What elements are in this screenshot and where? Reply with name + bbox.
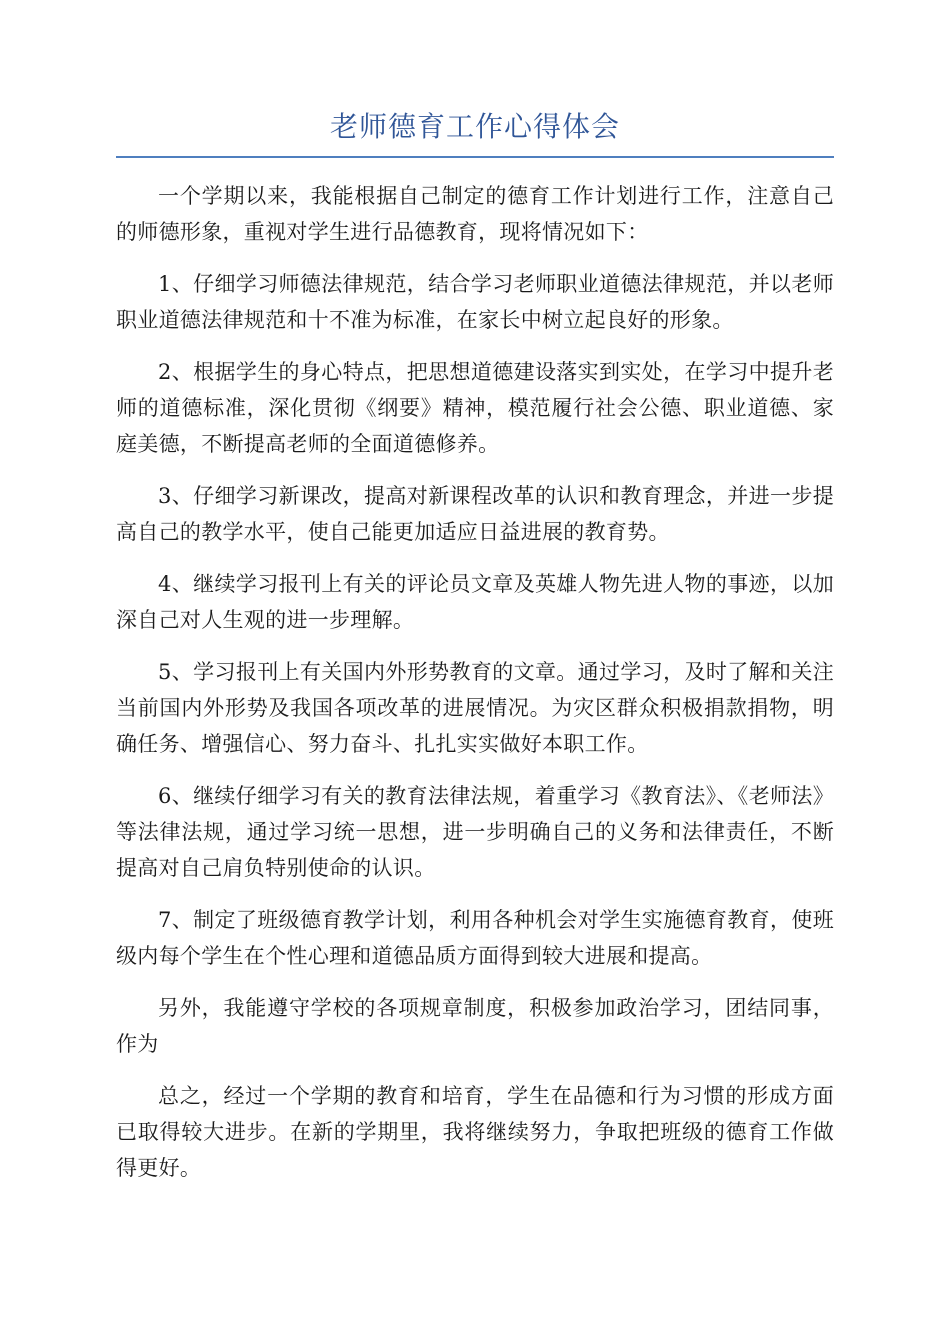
paragraph-item-3: 3、仔细学习新课改，提高对新课程改革的认识和教育理念，并进一步提高自己的教学水平，使自己能更加适应日益进展的教育势。 [116, 484, 834, 544]
title-block [116, 108, 834, 158]
document-body [116, 178, 834, 1202]
paragraph-item-6: 6、继续仔细学习有关的教育法律法规，着重学习《教育法》、《老师法》等法律法规，通过学习统一思想，进一步明确自己的义务和法律责任，不断提高对自己肩负特别使命的认识。 [116, 784, 834, 880]
paragraph-intro: 一个学期以来，我能根据自己制定的德育工作计划进行工作，注意自己的师德形象，重视对学生进行品德教育，现将情况如下： [116, 184, 834, 244]
paragraph-item-5: 5、学习报刊上有关国内外形势教育的文章。通过学习，及时了解和关注当前国内外形势及我国各项改革的进展情况。为灾区群众积极捐款捐物，明确任务、增强信心、努力奋斗、扎扎实实做好本职工作。 [116, 660, 834, 756]
paragraph-additional: 另外，我能遵守学校的各项规章制度，积极参加政治学习，团结同事，作为 [116, 996, 834, 1056]
paragraph-conclusion: 总之，经过一个学期的教育和培育，学生在品德和行为习惯的形成方面已取得较大进步。在新的学期里，我将继续努力，争取把班级的德育工作做得更好。 [116, 1084, 834, 1180]
document-title: 老师德育工作心得体会 [329, 110, 620, 143]
paragraph-item-4: 4、继续学习报刊上有关的评论员文章及英雄人物先进人物的事迹，以加深自己对人生观的进一步理解。 [116, 572, 834, 632]
paragraph-item-1: 1、仔细学习师德法律规范，结合学习老师职业道德法律规范，并以老师职业道德法律规范和十不准为标准，在家长中树立起良好的形象。 [116, 272, 834, 332]
paragraph-item-7: 7、制定了班级德育教学计划，利用各种机会对学生实施德育教育，使班级内每个学生在个性心理和道德品质方面得到较大进展和提高。 [116, 908, 834, 968]
paragraph-item-2: 2、根据学生的身心特点，把思想道德建设落实到实处，在学习中提升老师的道德标准，深化贯彻《纲要》精神，模范履行社会公德、职业道德、家庭美德，不断提高老师的全面道德修养。 [116, 360, 834, 456]
